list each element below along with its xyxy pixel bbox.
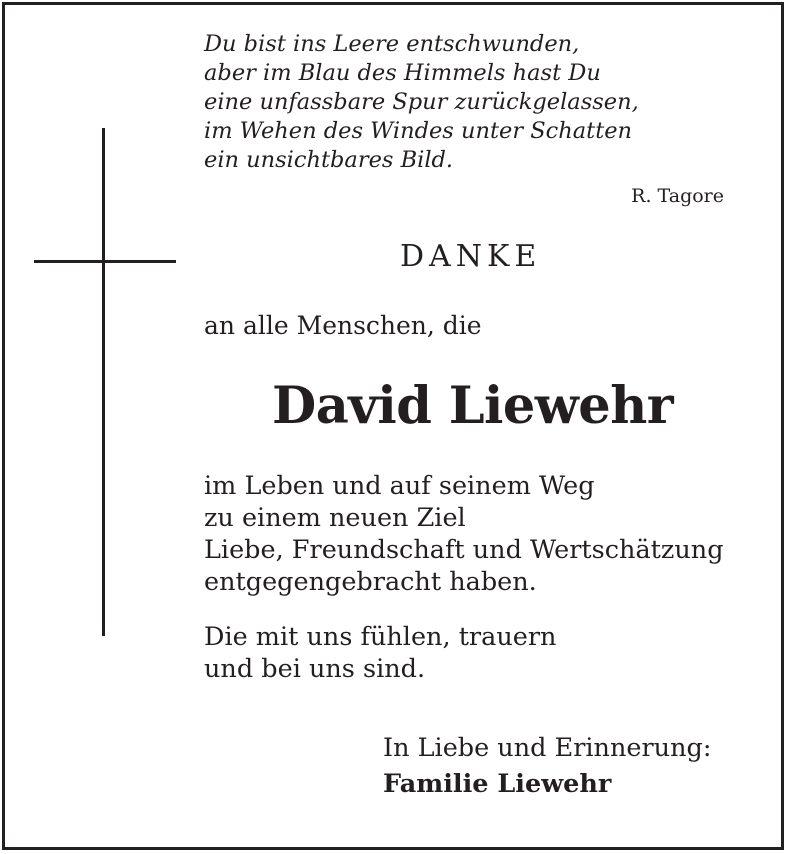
paragraph-line: Die mit uns fühlen, trauern xyxy=(204,622,557,652)
paragraph-line: entgegengebracht haben. xyxy=(204,567,537,597)
poem-line: ein unsichtbares Bild. xyxy=(204,147,454,173)
poem-line: Du bist ins Leere entschwunden, xyxy=(204,31,580,57)
cross-horizontal-bar xyxy=(34,260,176,263)
heading-danke: DANKE xyxy=(400,239,542,274)
signature-family: Familie Liewehr xyxy=(383,769,612,799)
poem xyxy=(204,30,639,175)
paragraph-line: und bei uns sind. xyxy=(204,654,426,684)
paragraph-line: im Leben und auf seinem Weg xyxy=(204,471,595,501)
paragraph-line: zu einem neuen Ziel xyxy=(204,503,466,533)
poem-line: eine unfassbare Spur zurückgelassen, xyxy=(204,89,639,115)
poem-line: im Wehen des Windes unter Schatten xyxy=(204,118,633,144)
poem-author: R. Tagore xyxy=(631,185,724,207)
mourners-paragraph xyxy=(204,621,556,685)
closing-block xyxy=(383,730,711,802)
paragraph-line: Liebe, Freundschaft und Wertschätzung xyxy=(204,535,724,565)
thanks-paragraph xyxy=(204,470,724,598)
closing-line: In Liebe und Erinnerung: xyxy=(383,733,712,763)
poem-line: aber im Blau des Himmels hast Du xyxy=(204,60,601,86)
deceased-name: David Liewehr xyxy=(272,376,674,436)
intro-text: an alle Menschen, die xyxy=(204,311,482,340)
cross-vertical-bar xyxy=(102,128,105,636)
